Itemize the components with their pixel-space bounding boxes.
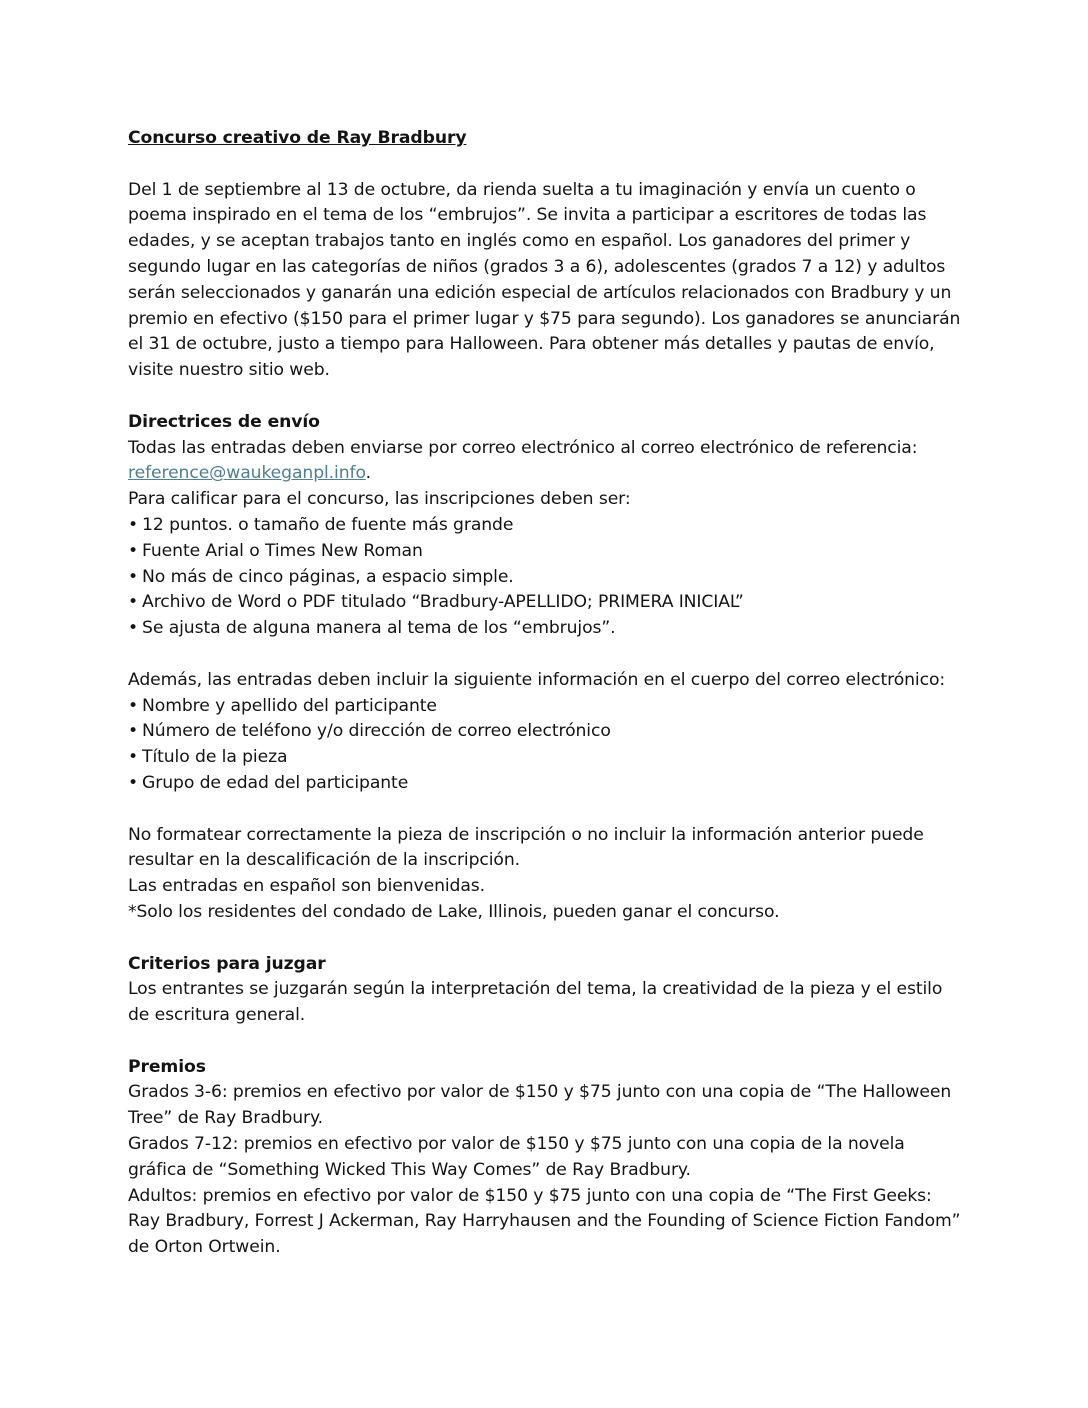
info-item: • Número de teléfono y/o dirección de correo electrónico [128,719,968,745]
reference-email-link[interactable]: reference@waukeganpl.info [128,463,366,484]
page-title: Concurso creativo de Ray Bradbury [128,128,467,148]
info-item: • Título de la pieza [128,745,968,771]
qualify-intro: Para calificar para el concurso, las inscripciones deben ser: [128,489,631,510]
judging-heading: Criterios para juzgar [128,953,326,974]
spanish-note: Las entradas en español son bienvenidas. [128,876,485,897]
requirement-item: • Fuente Arial o Times New Roman [128,539,968,565]
info-item: • Nombre y apellido del participante [128,694,968,720]
spacer [128,152,968,178]
spacer [128,1029,968,1055]
residency-note: *Solo los residentes del condado de Lake, Illinois, pueden ganar el concurso. [128,901,780,922]
requirement-item: • Se ajusta de alguna manera al tema de los “embrujos”. [128,616,968,642]
info-item: • Grupo de edad del participante [128,771,968,797]
prizes-heading: Premios [128,1056,206,1077]
guidelines-heading: Directrices de envío [128,411,320,432]
judging-text: Los entrantes se juzgarán según la interpretación del tema, la creatividad de la pieza y el estilo de escritura general. [128,979,943,1026]
prize-item: Grados 3-6: premios en efectivo por valor de $150 y $75 junto con una copia de “The Halloween Tree” de Ray Bradbury. [128,1082,952,1129]
document-page [128,126,968,1261]
info-intro: Además, las entradas deben incluir la siguiente información en el cuerpo del correo electrónico: [128,669,946,690]
email-instruction [128,436,968,488]
email-instruction-text: Todas las entradas deben enviarse por correo electrónico al correo electrónico de referencia: [128,437,918,458]
spacer [128,384,968,410]
intro-paragraph: Del 1 de septiembre al 13 de octubre, da rienda suelta a tu imaginación y envía un cuento o poema inspirado en el tema de los “embrujos”. Se invita a participar a escritores de todas las edades, y se aceptan trabajos tanto en inglés como en español. Los ganadores del primer y segundo lugar en las categorías de niños (grados 3 a 6), adolescentes (grados 7 a 12) y adultos serán seleccionados y ganarán una edición especial de artículos relacionados con Bradbury y un premio en efectivo ($150 para el primer lugar y $75 para segundo). Los ganadores se anunciarán el 31 de octubre, justo a tiempo para Halloween. Para obtener más detalles y pautas de envío, visite nuestro sitio web. [128,179,961,381]
requirement-item: • No más de cinco páginas, a espacio simple. [128,565,968,591]
spacer [128,642,968,668]
prize-item: Adultos: premios en efectivo por valor de $150 y $75 junto con una copia de “The First Geeks: Ray Bradbury, Forrest J Ackerman, Ray Harryhausen and the Founding of Science Fiction Fandom” de Orton Ortwein. [128,1185,961,1258]
requirement-item: • Archivo de Word o PDF titulado “Bradbury-APELLIDO; PRIMERA INICIAL” [128,590,968,616]
disqualification-warning: No formatear correctamente la pieza de inscripción o no incluir la información anterior puede resultar en la descalificación de la inscripción. [128,824,924,871]
spacer [128,797,968,823]
prize-item: Grados 7-12: premios en efectivo por valor de $150 y $75 junto con una copia de la novela gráfica de “Something Wicked This Way Comes” de Ray Bradbury. [128,1134,905,1180]
spacer [128,926,968,952]
requirement-item: • 12 puntos. o tamaño de fuente más grande [128,513,968,539]
email-period: . [365,463,371,484]
